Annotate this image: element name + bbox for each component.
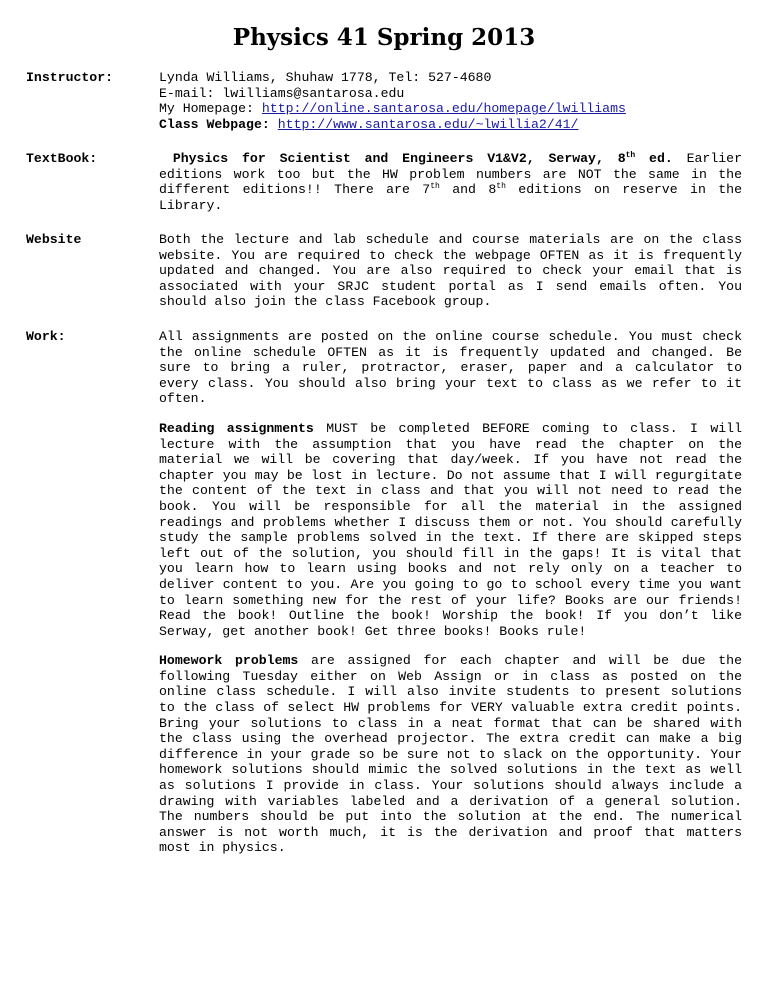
textbook-details: Physics for Scientist and Engineers V1&V2, Serway, 8th ed. Earlier editions work too but the HW problem numbers are NOT the same in the different editions!! There are 7th and 8th editions on reserve in the Library. xyxy=(159,151,742,213)
homework-text: are assigned for each chapter and will be due the following Tuesday either on Web Assign or in class as posted on the online class schedule. I will also invite students to present solutions to the class of select HW problems for VERY valuable extra credit points. Bring your solutions to class in a neat format that can be shared with the class using the overhead projector. The extra credit can make a big difference in your grade so be sure not to slack on the opportunity. Your homework solutions should mimic the solved solutions in the text as well as solutions I provide in class. Your solutions should always include a drawing with variables labeled and a derivation of a general solution. The numbers should be put into the solution at the end. The numerical answer is not worth much, it is the derivation and proof that matters most in physics. xyxy=(159,653,742,856)
work-intro: All assignments are posted on the online course schedule. You must check the online schedule OFTEN as it is frequently updated and changed. Be sure to bring a ruler, protractor, eraser, paper and a calculator to every class. You should also bring your text to class as we refer to it often. xyxy=(159,329,742,407)
instructor-label: Instructor: xyxy=(26,70,114,85)
textbook-label: TextBook: xyxy=(26,151,98,166)
textbook-title: Physics for Scientist and Engineers V1&V2, Serway, 8th ed. xyxy=(172,151,673,166)
reading-heading: Reading assignments xyxy=(159,420,314,436)
textbook-note: Earlier editions work too but the HW problem numbers are NOT the same in the different editions!! There are 7 xyxy=(159,151,742,198)
instructor-contact: Lynda Williams, Shuhaw 1778, Tel: 527-4680 xyxy=(159,70,492,85)
homepage-link[interactable]: http://online.santarosa.edu/homepage/lwilliams xyxy=(261,101,626,117)
reading-text: MUST be completed BEFORE coming to class. I will lecture with the assumption that you have read the chapter on the material we will be covering that day/week. If you have not read the chapter you may be lost in lecture. Do not assume that I will regurgitate the content of the text in class and that you will not need to read the book. You will be responsible for all the material in the assigned readings and problems whether I discuss them or not. You should carefully study the sample problems solved in the text. If there are skipped steps left out of the solution, you should fill in the gaps! It is vital that you learn how to learn using books and not rely only on a teacher to deliver content to you. Are you going to go to school every time you want to learn something new for the rest of your life? Books are our friends! Read the book! Outline the book! Worship the book! If you don’t like Serway, get another book! Get three books! Books rule! xyxy=(159,420,742,639)
homepage-line xyxy=(159,101,742,117)
class-webpage-prefix: Class Webpage: xyxy=(159,116,270,132)
class-webpage-link[interactable]: http://www.santarosa.edu/~lwillia2/41/ xyxy=(277,116,579,132)
instructor-details xyxy=(159,70,742,132)
website-text: Both the lecture and lab schedule and course materials are on the class website. You are required to check the webpage OFTEN as it is frequently updated and changed. You are also required to check your email that is associated with your SRJC student portal as I send emails often. You should also join the class Facebook group. xyxy=(159,232,742,310)
website-label: Website xyxy=(26,232,82,247)
website-details xyxy=(159,232,742,324)
homepage-prefix: My Homepage: xyxy=(159,101,262,117)
reading-assignments-paragraph xyxy=(159,421,742,639)
homework-problems-paragraph xyxy=(159,653,742,856)
homework-heading: Homework problems xyxy=(159,653,299,669)
class-webpage-line xyxy=(159,117,742,133)
page-title: Physics 41 Spring 2013 xyxy=(232,24,536,51)
work-label: Work: xyxy=(26,329,66,344)
instructor-email: E-mail: lwilliams@santarosa.edu xyxy=(159,85,405,101)
work-details xyxy=(159,329,742,870)
